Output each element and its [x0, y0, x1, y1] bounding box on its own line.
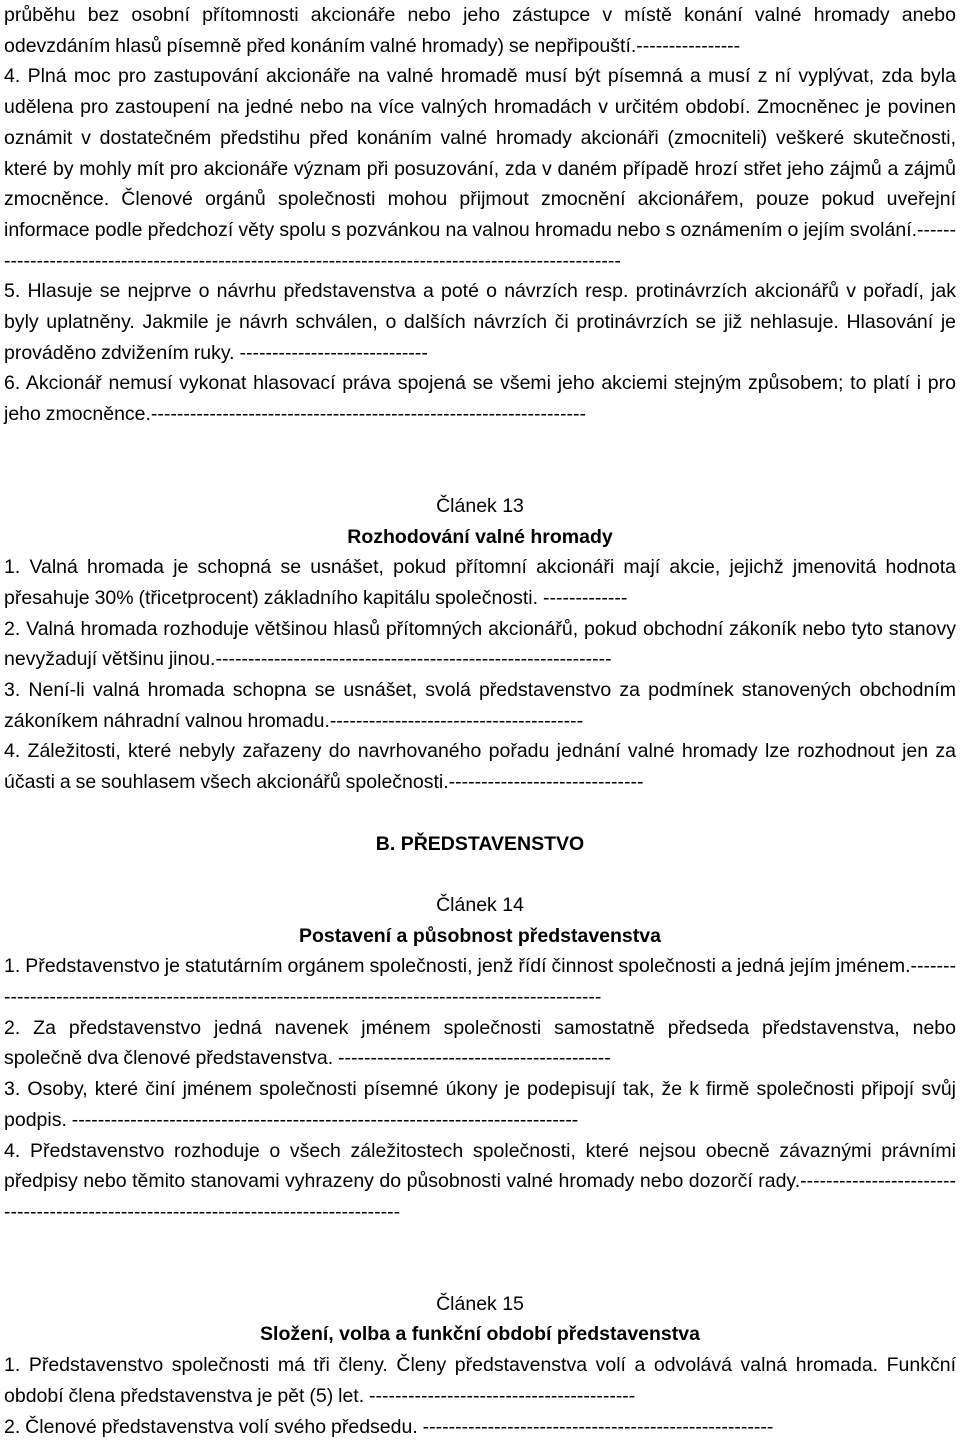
article-15-number: Článek 15: [4, 1289, 956, 1320]
article-13-paragraph-3: 3. Není-li valná hromada schopna se usnášet, svolá představenstvo za podmínek stanovených obchodním zákoníkem náhradní valnou hromadu.---------------------------------------: [4, 675, 956, 736]
paragraph-4: 4. Plná moc pro zastupování akcionáře na valné hromadě musí být písemná a musí z ní vyplývat, zda byla udělena pro zastoupení na jedné nebo na více valných hromadách v určitém období. Zmocněnec je povinen oznámit v dostatečném předstihu před konáním valné hromady akcionáři (zmocniteli) veškeré skutečnosti, které by mohly mít pro akcionáře význam při posuzování, zda v daném případě hrozí střet jeho zájmů a zájmů zmocněnce. Členové orgánů společnosti mohou přijmout zmocnění akcionářem, pouze pokud uveřejní informace podle předchozí věty spolu s pozvánkou na valnou hromadu nebo s oznámením o jejím svolání.-----------------------------------------------------------------------------------------------------: [4, 61, 956, 276]
article-13-paragraph-4: 4. Záležitosti, které nebyly zařazeny do navrhovaného pořadu jednání valné hromady lze rozhodnout jen za účasti a se souhlasem všech akcionářů společnosti.------------------------------: [4, 736, 956, 797]
article-13-title: Rozhodování valné hromady: [4, 522, 956, 553]
article-14-paragraph-4: 4. Představenstvo rozhoduje o všech záležitostech společnosti, které nejsou obecně závaznými právními předpisy nebo těmito stanovami vyhrazeny do působnosti valné hromady nebo dozorčí rady.-------------------------------------------------------------------------------------: [4, 1136, 956, 1228]
article-13-paragraph-2: 2. Valná hromada rozhoduje většinou hlasů přítomných akcionářů, pokud obchodní zákoník nebo tyto stanovy nevyžadují většinu jinou.-------------------------------------------------------------: [4, 614, 956, 675]
article-14-title: Postavení a působnost představenstva: [4, 921, 956, 952]
spacer: [4, 798, 956, 829]
article-14-paragraph-3: 3. Osoby, které činí jménem společnosti písemné úkony je podepisují tak, že k firmě společnosti připojí svůj podpis. ------------------------------------------------------------------------------: [4, 1074, 956, 1135]
article-14-number: Článek 14: [4, 890, 956, 921]
article-15-title: Složení, volba a funkční období představenstva: [4, 1319, 956, 1350]
article-13-paragraph-1: 1. Valná hromada je schopná se usnášet, pokud přítomní akcionáři mají akcie, jejichž jmenovitá hodnota přesahuje 30% (třicetprocent) základního kapitálu společnosti. -------------: [4, 552, 956, 613]
spacer: [4, 1228, 956, 1289]
paragraph-5: 5. Hlasuje se nejprve o návrhu představenstva a poté o návrzích resp. protinávrzích akcionářů v pořadí, jak byly uplatněny. Jakmile je návrh schválen, o dalších návrzích či protinávrzích se již nehlasuje. Hlasování je prováděno zdvižením ruky. -----------------------------: [4, 276, 956, 368]
article-14-paragraph-2: 2. Za představenstvo jedná navenek jménem společnosti samostatně předseda představenstva, nebo společně dva členové představenstva. ------------------------------------------: [4, 1013, 956, 1074]
article-15-paragraph-1: 1. Představenstvo společnosti má tři členy. Členy představenstva volí a odvolává valná hromada. Funkční období člena představenstva je pět (5) let. -----------------------------------------: [4, 1350, 956, 1411]
spacer: [4, 430, 956, 491]
paragraph-3-tail: průběhu bez osobní přítomnosti akcionáře nebo jeho zástupce v místě konání valné hromady anebo odevzdáním hlasů písemně před konáním valné hromady) se nepřipouští.----------------: [4, 0, 956, 61]
article-15-paragraph-2: 2. Členové představenstva volí svého předsedu. ------------------------------------------------------: [4, 1412, 956, 1442]
spacer: [4, 859, 956, 890]
paragraph-6: 6. Akcionář nemusí vykonat hlasovací práva spojená se všemi jeho akciemi stejným způsobem; to platí i pro jeho zmocněnce.-------------------------------------------------------------------: [4, 368, 956, 429]
article-13-number: Článek 13: [4, 491, 956, 522]
article-14-paragraph-1: 1. Představenstvo je statutárním orgánem společnosti, jenž řídí činnost společnosti a jedná jejím jménem.---------------------------------------------------------------------------------------------------: [4, 951, 956, 1012]
section-b-title: B. PŘEDSTAVENSTVO: [4, 829, 956, 860]
